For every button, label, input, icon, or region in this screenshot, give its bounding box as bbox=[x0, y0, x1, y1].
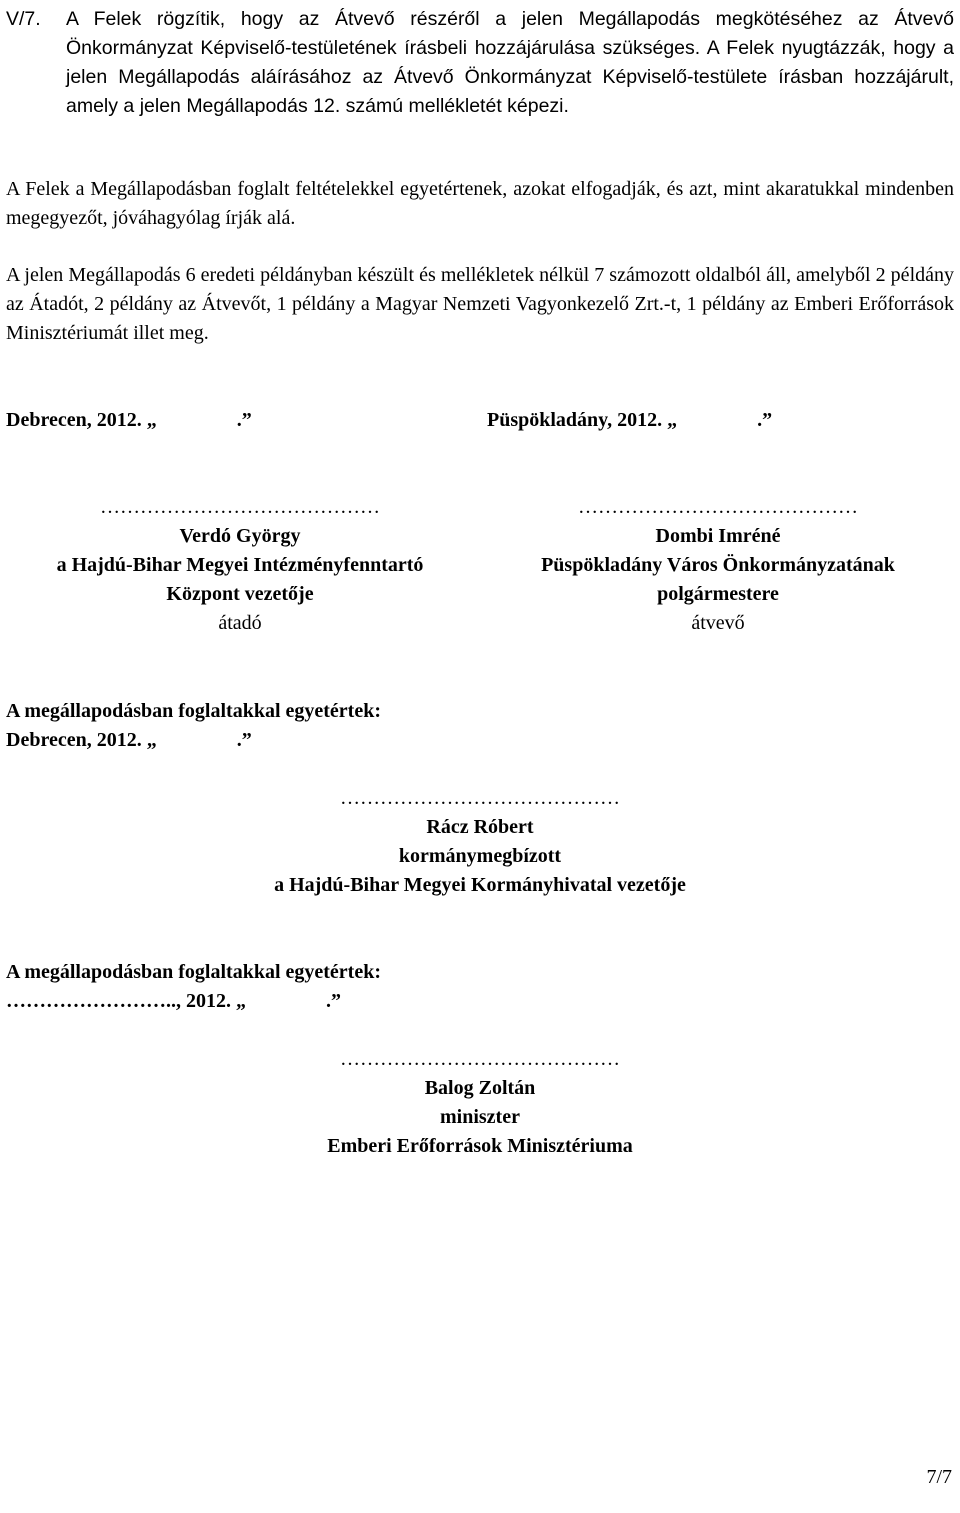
approval2-name: Balog Zoltán bbox=[424, 1077, 536, 1099]
approval1-title: kormánymegbízott bbox=[398, 845, 562, 867]
approval1-role: a Hajdú-Bihar Megyei Kormányhivatal vezetője bbox=[274, 874, 686, 896]
signer-role-left: a Hajdú-Bihar Megyei Intézményfenntartó bbox=[56, 554, 424, 576]
approval2-heading: A megállapodásban foglaltakkal egyetértek: bbox=[6, 961, 381, 983]
date-left: Debrecen, 2012. „ .” bbox=[6, 409, 252, 431]
copies-paragraph: A jelen Megállapodás 6 eredeti példányban készült és mellékletek nélkül 7 számozott oldalból áll, amelyből 2 példány az Átadót, 2 példány az Átvevőt, 1 példány a Magyar Nemzeti Vagyonkezelő Zrt.-t, 1 példány az Emberi Erőforrások Minisztériumát illet meg. bbox=[6, 264, 954, 344]
approval2-signature-block bbox=[180, 1045, 780, 1161]
signature-line-left: …………………………………… bbox=[100, 496, 380, 518]
signature-block-left bbox=[0, 493, 480, 638]
approval1-signature-block bbox=[180, 784, 780, 900]
approval1-heading: A megállapodásban foglaltakkal egyetértek: bbox=[6, 700, 381, 722]
signer-role-right: Püspökladány Város Önkormányzatának bbox=[541, 554, 895, 576]
approval2-date: …………………….., 2012. „ .” bbox=[6, 990, 341, 1012]
signer-role2-left: Központ vezetője bbox=[166, 583, 314, 605]
section-number: V/7. bbox=[6, 8, 41, 30]
approval1-date: Debrecen, 2012. „ .” bbox=[6, 729, 252, 751]
page-number: 7/7 bbox=[926, 1466, 952, 1488]
agreement-paragraph: A Felek a Megállapodásban foglalt feltételekkel egyetértenek, azokat elfogadják, és azt, mint akaratukkal mindenben megegyezőt, jóváhagyólag írják alá. bbox=[6, 178, 954, 229]
signer-name-left: Verdó György bbox=[179, 525, 301, 547]
signer-name-right: Dombi Imréné bbox=[655, 525, 781, 547]
approval1-name: Rácz Róbert bbox=[426, 816, 534, 838]
approval2-title: miniszter bbox=[440, 1106, 520, 1128]
signer-party-left: átadó bbox=[218, 612, 262, 634]
approval2-role: Emberi Erőforrások Minisztériuma bbox=[327, 1135, 633, 1157]
signer-party-right: átvevő bbox=[691, 612, 745, 634]
signature-line-right: …………………………………… bbox=[578, 496, 858, 518]
signer-role2-right: polgármestere bbox=[657, 583, 779, 605]
section-paragraph: A Felek rögzítik, hogy az Átvevő részéről a jelen Megállapodás megkötéséhez az Átvevő Önkormányzat Képviselő-testületének írásbeli hozzájárulása szükséges. A Felek nyugtázzák, hogy a jelen Megállapodás aláírásához az Átvevő Önkormányzat Képviselő-testülete írásban hozzájárult, amely a jelen Megállapodás 12. számú mellékletét képezi. bbox=[66, 8, 954, 117]
date-right: Püspökladány, 2012. „ .” bbox=[487, 409, 773, 431]
approval2-signature-line: …………………………………… bbox=[340, 1048, 620, 1070]
signature-block-right bbox=[478, 493, 958, 638]
approval1-signature-line: …………………………………… bbox=[340, 787, 620, 809]
